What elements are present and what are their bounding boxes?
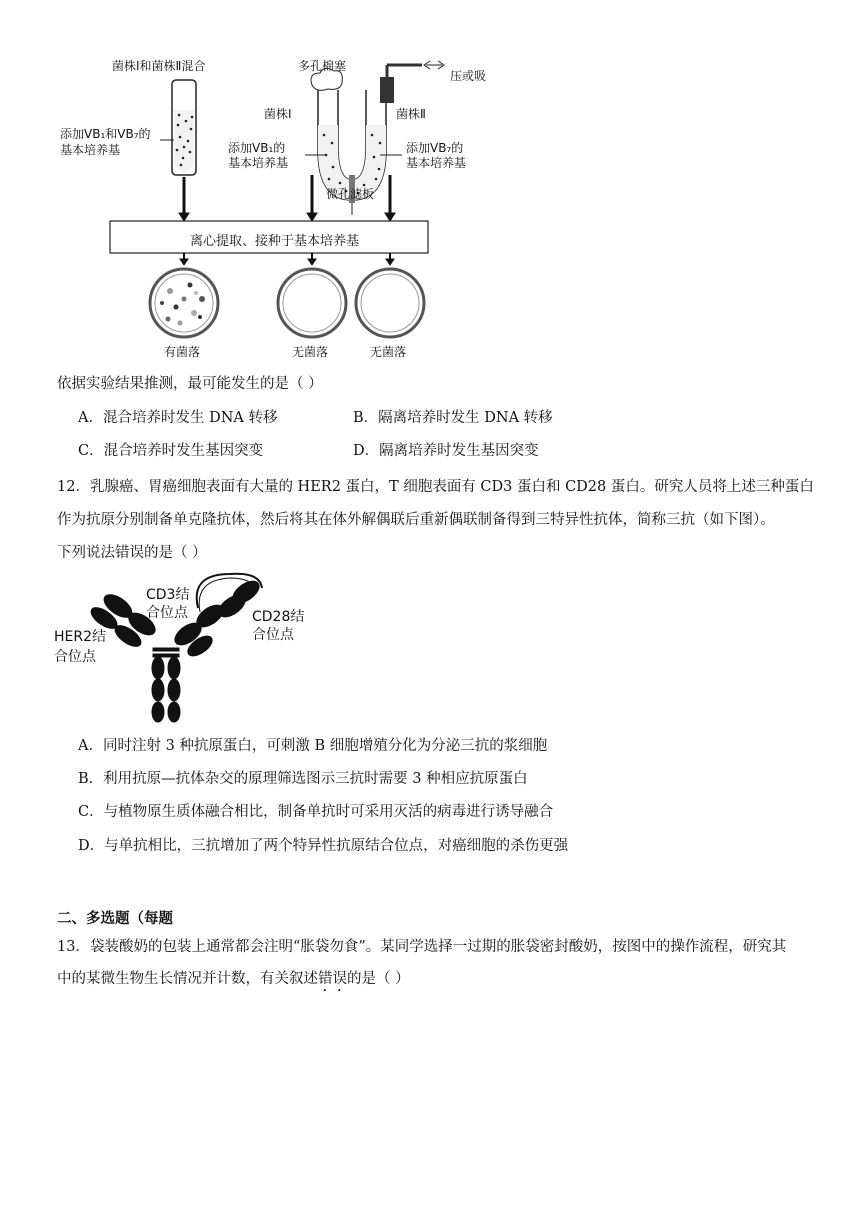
test-tube-mixed bbox=[160, 80, 196, 175]
petri-dish-empty-1 bbox=[278, 269, 346, 337]
label-mix: 菌株Ⅰ和菌株Ⅱ混合 bbox=[112, 59, 206, 73]
q11-option-b[interactable]: B．隔离培养时发生 DNA 转移 bbox=[353, 410, 553, 426]
label-strain2: 菌株Ⅱ bbox=[396, 107, 426, 121]
petri-dish-empty-2 bbox=[356, 269, 424, 337]
q12-line2: 作为抗原分别制备单克隆抗体，然后将其在体外解偶联后重新偶联制备得到三特异性抗体，简称三抗（如下图）。 bbox=[57, 512, 775, 528]
q11-option-c[interactable]: C．混合培养时发生基因突变 bbox=[78, 443, 264, 459]
label-add-vb1: 添加VB₁的 bbox=[228, 141, 286, 155]
q13-line2 bbox=[57, 969, 410, 995]
label-pump: 压或吸 bbox=[450, 69, 487, 83]
process-box-text: 离心提取、接种于基本培养基 bbox=[190, 234, 360, 249]
experiment-figure bbox=[50, 55, 490, 365]
dish-label-3: 无菌落 bbox=[370, 345, 407, 359]
label-add-vb1-vb7: 添加VB₁和VB₇的 bbox=[60, 127, 151, 141]
q12-option-a[interactable]: A．同时注射 3 种抗原蛋白，可刺激 B 细胞增殖分化为分泌三抗的浆细胞 bbox=[78, 738, 548, 754]
label-cotton: 多孔棉塞 bbox=[298, 59, 347, 73]
dish-label-1: 有菌落 bbox=[164, 345, 201, 359]
q12-line3: 下列说法错误的是（ ） bbox=[57, 545, 207, 561]
q13-line2-pre: 中的某微生物生长情况并计数，有关叙述 bbox=[57, 971, 318, 987]
her2-label-b: 合位点 bbox=[54, 649, 96, 665]
label-medium: 基本培养基 bbox=[60, 143, 121, 157]
cd3-label-a: CD3结 bbox=[146, 587, 190, 603]
cd3-label-b: 合位点 bbox=[146, 605, 188, 621]
label-medium2: 基本培养基 bbox=[228, 156, 289, 170]
cd28-label-a: CD28结 bbox=[252, 609, 305, 625]
section-title: 二、多选题（每题 bbox=[57, 910, 173, 927]
label-strain1: 菌株Ⅰ bbox=[264, 107, 292, 121]
q13-line1: 13．袋装酸奶的包装上通常都会注明“胀袋勿食”。某同学选择一过期的胀袋密封酸奶，按图中的操作流程，研究其 bbox=[57, 939, 787, 955]
label-add-vb7: 添加VB₇的 bbox=[406, 141, 464, 155]
q12-option-d[interactable]: D．与单抗相比，三抗增加了两个特异性抗原结合位点，对癌细胞的杀伤更强 bbox=[78, 838, 569, 854]
experiment-diagram bbox=[50, 55, 490, 365]
petri-dish-colonies bbox=[150, 269, 218, 337]
q11-option-d[interactable]: D．隔离培养时发生基因突变 bbox=[353, 443, 539, 459]
label-filter: 微孔滤板 bbox=[326, 187, 375, 201]
her2-label-a: HER2结 bbox=[54, 629, 107, 645]
label-medium3: 基本培养基 bbox=[406, 156, 467, 170]
antibody-figure bbox=[50, 568, 310, 728]
q12-option-c[interactable]: C．与植物原生质体融合相比，制备单抗时可采用灭活的病毒进行诱导融合 bbox=[78, 804, 554, 820]
dish-label-2: 无菌落 bbox=[292, 345, 329, 359]
q13-line2-emphasis: 错误 bbox=[318, 971, 347, 987]
cd28-label-b: 合位点 bbox=[252, 627, 294, 643]
q11-option-a[interactable]: A．混合培养时发生 DNA 转移 bbox=[78, 410, 278, 426]
q11-stem: 依据实验结果推测，最可能发生的是（ ） bbox=[57, 376, 323, 392]
q13-line2-post: 的是（ ） bbox=[347, 971, 410, 987]
q12-line1: 12．乳腺癌、胃癌细胞表面有大量的 HER2 蛋白，T 细胞表面有 CD3 蛋白和 CD28 蛋白。研究人员将上述三种蛋白 bbox=[57, 479, 814, 495]
q12-option-b[interactable]: B．利用抗原—抗体杂交的原理筛选图示三抗时需要 3 种相应抗原蛋白 bbox=[78, 771, 528, 787]
